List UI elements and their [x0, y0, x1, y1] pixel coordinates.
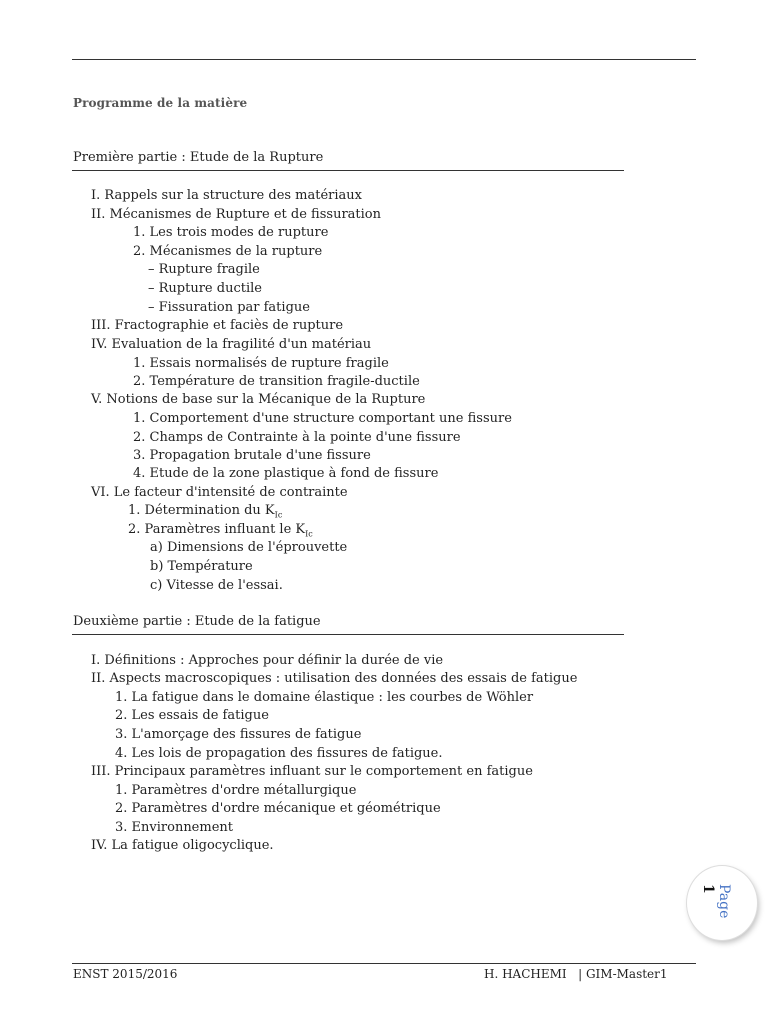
header-rule — [72, 59, 696, 60]
list-item — [128, 503, 282, 520]
list-item: 3. L'amorçage des fissures de fatigue — [115, 727, 362, 742]
list-item: 2. Température de transition fragile-ductile — [133, 374, 420, 389]
list-item: 2. Les essais de fatigue — [115, 708, 269, 723]
part1-heading: Première partie : Etude de la Rupture — [73, 150, 324, 165]
footer-left: ENST 2015/2016 — [73, 967, 178, 981]
document-title: Programme de la matière — [73, 96, 248, 110]
list-item: 2. Paramètres d'ordre mécanique et géométrique — [115, 801, 441, 816]
part1-rule — [72, 170, 624, 171]
list-item: 4. Les lois de propagation des fissures de fatigue. — [115, 746, 443, 761]
list-item: b) Température — [150, 559, 253, 574]
list-item: 3. Environnement — [115, 820, 233, 835]
list-item: 1. Comportement d'une structure comportant une fissure — [133, 411, 512, 426]
part2-rule — [72, 634, 624, 635]
list-item: 2. Mécanismes de la rupture — [133, 244, 323, 259]
list-item-text: 2. Paramètres influant le K — [128, 522, 306, 537]
list-item: VI. Le facteur d'intensité de contrainte — [91, 485, 348, 500]
page-number-label — [700, 884, 732, 928]
page-word: Page — [716, 884, 732, 919]
list-item: III. Principaux paramètres influant sur le comportement en fatigue — [91, 764, 533, 779]
list-item: II. Aspects macroscopiques : utilisation des données des essais de fatigue — [91, 671, 578, 686]
list-item: IV. Evaluation de la fragilité d'un matériau — [91, 337, 372, 352]
list-item: 1. Les trois modes de rupture — [133, 225, 329, 240]
kic-subscript: Ic — [305, 529, 313, 539]
page-number: 1 — [700, 884, 716, 894]
list-item: 1. La fatigue dans le domaine élastique : les courbes de Wöhler — [115, 690, 534, 705]
list-item — [128, 522, 313, 539]
list-item: V. Notions de base sur la Mécanique de la Rupture — [91, 392, 426, 407]
list-item: IV. La fatigue oligocyclique. — [91, 838, 274, 853]
list-item: II. Mécanismes de Rupture et de fissuration — [91, 207, 381, 222]
list-item: III. Fractographie et faciès de rupture — [91, 318, 344, 333]
list-item: 3. Propagation brutale d'une fissure — [133, 448, 371, 463]
list-item: – Rupture ductile — [148, 281, 262, 296]
list-item: 1. Paramètres d'ordre métallurgique — [115, 783, 357, 798]
part2-heading: Deuxième partie : Etude de la fatigue — [73, 614, 321, 629]
list-item: 1. Essais normalisés de rupture fragile — [133, 356, 389, 371]
footer-rule — [72, 963, 696, 964]
list-item: a) Dimensions de l'éprouvette — [150, 540, 348, 555]
list-item: – Rupture fragile — [148, 262, 260, 277]
list-item: 4. Etude de la zone plastique à fond de fissure — [133, 466, 439, 481]
list-item: – Fissuration par fatigue — [148, 300, 310, 315]
list-item: I. Rappels sur la structure des matériaux — [91, 188, 363, 203]
list-item: I. Définitions : Approches pour définir la durée de vie — [91, 653, 444, 668]
list-item: c) Vitesse de l'essai. — [150, 578, 283, 593]
kic-subscript: Ic — [274, 510, 283, 520]
list-item: 2. Champs de Contrainte à la pointe d'une fissure — [133, 430, 461, 445]
list-item-text: 1. Détermination du K — [128, 503, 275, 518]
footer-right: H. HACHEMI | GIM-Master1 — [484, 967, 668, 981]
